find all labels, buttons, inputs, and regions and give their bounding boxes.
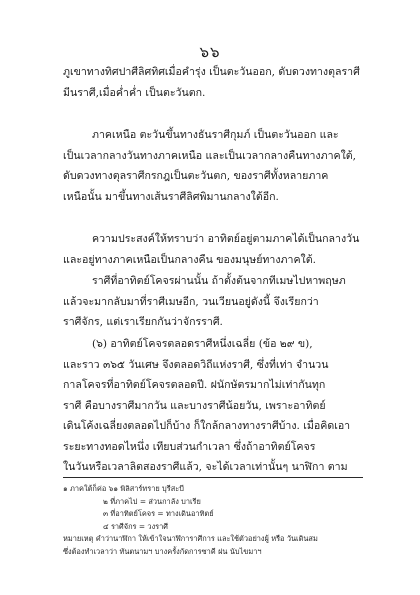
text-line: เดินโค้งเฉลี่ยงตลอดไปก็บ้าง ก็ใกล้กลางทางราศีบ้าง. เมื่อคิดเอา bbox=[63, 420, 351, 432]
footnote-line: ๒ ที่ภาคไป = ส่วนกาลัง บาเรีย bbox=[103, 496, 201, 506]
text-line: (๖) อาทิตย์โคจรตลอดราศีหนึ่งเฉลี่ย (ข้อ ๒๙ ข), bbox=[92, 338, 313, 350]
page-number: ๖๖ bbox=[199, 43, 221, 61]
text-line: ราศีที่อาทิตย์โคจรผ่านนั้น ถ้าตั้งต้นจากทีเมษไปหาพฤษภ bbox=[92, 275, 346, 287]
footnote-line: หมายเหตุ คำว่านาฬิกา ให้เข้าใจนาฬิการาศีการ และใช้ตัวอย่างผู้ หรือ วันเดินสม bbox=[63, 534, 318, 543]
text-line: เหนือนั้น มาขึ้นทางเส้นราศีลิศพิมานกลางใต้อีก. bbox=[63, 190, 279, 203]
footnote-divider bbox=[63, 477, 363, 478]
text-line: เป็นเวลากลางวันทางภาคเหนือ และเป็นเวลากลางคืนทางภาคใต้, bbox=[63, 149, 357, 162]
text-line: ระยะทางทอดไหนึ่ง เทียบส่วนกำเวลา ซึ่งถ้าอาทิตย์โคจร bbox=[63, 440, 316, 453]
paragraph bbox=[63, 125, 363, 207]
footnote-line: ๓ ที่อาทิตย์โคจร = ทางเดินอาทิตย์ bbox=[103, 509, 214, 518]
text-line: ราศีจักร, แต่เราเรียกกันว่าจักรราศี. bbox=[63, 316, 223, 328]
text-line: ภาคเหนือ ตะวันขึ้นทางธันราศีกุมภ์ เป็นตะวันออก และ bbox=[92, 129, 339, 141]
footnote-line: ๑ ภาคใต้ก็ค่อ ๖๑ พิลิสาร์ทราย บุรีสะบี bbox=[63, 484, 184, 493]
text-line: และอยู่ทางภาคเหนือเป็นกลางคืน ของมนุษย์ทางภาคใต้. bbox=[63, 253, 316, 266]
text-line: ความประสงค์ให้ทราบว่า อาทิตย์อยู่ตามภาคได้เป็นกลางวัน bbox=[92, 233, 360, 245]
text-line: กาลโคจรที่อาทิตย์โคจรตลอดปี. ฝนักษัตรมากไม่เท่ากันทุก bbox=[63, 379, 326, 391]
footnotes bbox=[63, 483, 363, 558]
text-line: และราว ๓๖๕ วันเศษ จึงตลอดวิถีแห่งราศี, ซึ่งที่เท่า จำนวน bbox=[63, 358, 329, 371]
footnote-line: ซึ่งต้องทำเวลาว่า ทันตนามฯ บางครั้งกัดการซาคี ฝน นับไขมาฯ bbox=[63, 546, 262, 556]
text-line: ดับดวงทางตุลราศีกรกฎเป็นตะวันตก, ของราศีทั้งหลายภาค bbox=[63, 170, 329, 182]
text-line: ในวันหรือเวลาลิตสองราศีแล้ว, จะได้เวลาเท่านั้นๆ นาฬิกา ตาม bbox=[63, 461, 348, 473]
text-line: แล้วจะมากลับมาที่ราศีเมษอีก, วนเวียนอยู่ดังนี้ จึงเรียกว่า bbox=[63, 295, 319, 308]
paragraph bbox=[63, 271, 363, 333]
paragraph bbox=[63, 62, 363, 103]
text-line: มีนราศี,เมื่อค่ำค่ำ เป็นตะวันตก. bbox=[63, 86, 206, 99]
footnote-line: ๔ ราศีจักร = วงราศี bbox=[103, 521, 168, 531]
paragraph bbox=[63, 334, 363, 478]
text-line: ราศี คือบางราศีมากวัน และบางราศีน้อยวัน, เพราะอาทิตย์ bbox=[63, 399, 326, 412]
paragraph bbox=[63, 229, 363, 270]
text-line: ภูเขาทางทิศปาศีลิศทิศเมื่อคำรุ่ง เป็นตะวันออก, ดับดวงทางตุลราศี bbox=[63, 66, 360, 78]
